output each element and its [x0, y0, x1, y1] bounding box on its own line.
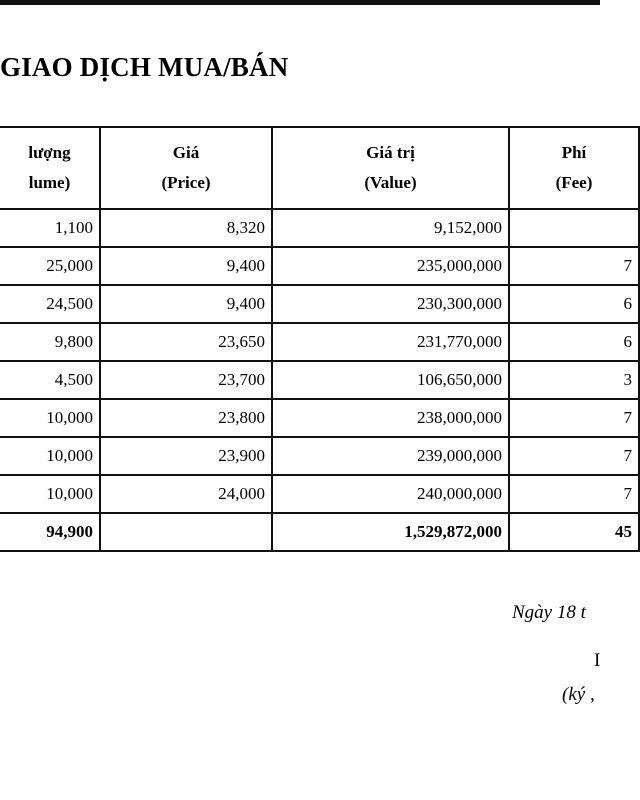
cell-value: 231,770,000: [272, 323, 509, 361]
table-row: [0, 437, 639, 475]
cell-volume: 10,000: [0, 475, 100, 513]
cell-price: 23,800: [100, 399, 272, 437]
trade-table: [0, 126, 640, 552]
header-fee: [509, 127, 639, 209]
table-total-row: [0, 513, 639, 551]
header-value-vi: Giá trị: [366, 143, 415, 162]
cell-value: 238,000,000: [272, 399, 509, 437]
cell-value: 9,152,000: [272, 209, 509, 247]
cell-price: 9,400: [100, 285, 272, 323]
header-price: [100, 127, 272, 209]
cell-price: 24,000: [100, 475, 272, 513]
cell-value: 106,650,000: [272, 361, 509, 399]
cell-price: 9,400: [100, 247, 272, 285]
table-row: [0, 475, 639, 513]
cell-volume: 10,000: [0, 437, 100, 475]
cell-price: 23,700: [100, 361, 272, 399]
table-row: [0, 323, 639, 361]
table-header-row: [0, 127, 639, 209]
cell-fee: 6: [509, 285, 639, 323]
cell-value: 239,000,000: [272, 437, 509, 475]
table-row: [0, 361, 639, 399]
cell-volume: 1,100: [0, 209, 100, 247]
cell-fee: 7: [509, 475, 639, 513]
cell-volume: 24,500: [0, 285, 100, 323]
header-volume-vi: lượng: [28, 143, 71, 162]
cell-price: 23,900: [100, 437, 272, 475]
total-value: 1,529,872,000: [272, 513, 509, 551]
cell-volume: 10,000: [0, 399, 100, 437]
cell-fee: 7: [509, 247, 639, 285]
cell-value: 240,000,000: [272, 475, 509, 513]
header-fee-en: (Fee): [555, 173, 593, 192]
signature-date: Ngày 18 t: [512, 602, 586, 623]
cell-volume: 25,000: [0, 247, 100, 285]
cell-price: 8,320: [100, 209, 272, 247]
signature-instruction: (ký ,: [562, 684, 595, 705]
total-price: [100, 513, 272, 551]
header-price-vi: Giá: [172, 143, 200, 162]
table-row: [0, 247, 639, 285]
top-border-rule: [0, 0, 600, 5]
table-row: [0, 399, 639, 437]
cell-fee: 7: [509, 399, 639, 437]
total-fee: 45: [509, 513, 639, 551]
table-row: [0, 285, 639, 323]
header-volume: [0, 127, 100, 209]
cell-fee: 6: [509, 323, 639, 361]
signature-name: I: [594, 650, 601, 671]
cell-volume: 9,800: [0, 323, 100, 361]
header-value-en: (Value): [364, 173, 417, 192]
cell-fee: [509, 209, 639, 247]
header-fee-vi: Phí: [561, 143, 587, 162]
table-row: [0, 209, 639, 247]
cell-value: 235,000,000: [272, 247, 509, 285]
cell-price: 23,650: [100, 323, 272, 361]
cell-volume: 4,500: [0, 361, 100, 399]
header-volume-en: lume): [28, 173, 71, 192]
total-volume: 94,900: [0, 513, 100, 551]
page-title: GIAO DỊCH MUA/BÁN: [0, 52, 289, 82]
header-value: [272, 127, 509, 209]
cell-fee: 7: [509, 437, 639, 475]
header-price-en: (Price): [161, 173, 211, 192]
cell-fee: 3: [509, 361, 639, 399]
cell-value: 230,300,000: [272, 285, 509, 323]
